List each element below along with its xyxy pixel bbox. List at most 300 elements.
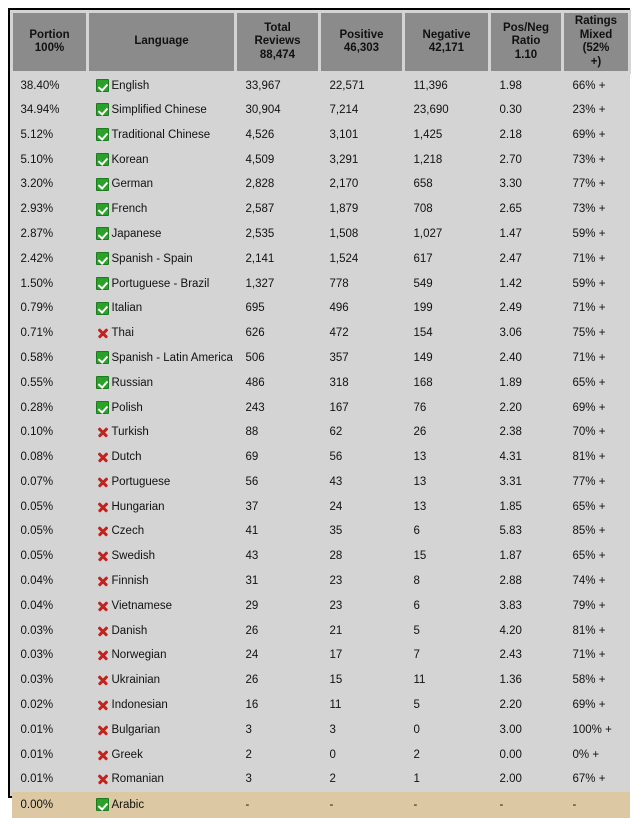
language-cell-content	[96, 252, 236, 265]
table-row[interactable]	[12, 470, 630, 495]
cell-portion: 0.03%	[12, 668, 88, 693]
language-label: Czech	[111, 525, 145, 538]
language-cell-content	[96, 699, 236, 712]
language-label: English	[111, 79, 150, 92]
x-icon	[96, 426, 109, 439]
cell-ratings-mixed: 71% +	[563, 296, 630, 321]
column-header-portion[interactable]	[12, 12, 88, 73]
cell-ratings-mixed: 69% +	[563, 693, 630, 718]
cell-ratings-mixed: -	[563, 792, 630, 818]
language-cell-content	[96, 599, 236, 612]
cell-language	[88, 494, 236, 519]
cell-ratings-mixed: 81% +	[563, 445, 630, 470]
table-row[interactable]	[12, 792, 630, 818]
language-cell-content	[96, 277, 236, 290]
cell-total-reviews: 486	[236, 370, 320, 395]
cell-total-reviews: 29	[236, 593, 320, 618]
cell-pos-neg-ratio: 2.00	[490, 767, 563, 792]
cell-negative: 549	[404, 271, 490, 296]
column-header-line: Total	[264, 21, 291, 34]
check-icon	[96, 203, 109, 216]
cell-pos-neg-ratio: 2.43	[490, 643, 563, 668]
check-icon	[96, 178, 109, 191]
x-icon	[96, 525, 109, 538]
table-row[interactable]	[12, 98, 630, 123]
cell-positive: 2	[320, 767, 404, 792]
cell-portion: 0.00%	[12, 792, 88, 818]
cell-language	[88, 296, 236, 321]
cell-negative: 7	[404, 643, 490, 668]
cell-portion: 0.03%	[12, 643, 88, 668]
cell-pos-neg-ratio: 3.06	[490, 321, 563, 346]
language-label: Korean	[111, 153, 149, 166]
cell-pos-neg-ratio: 2.40	[490, 346, 563, 371]
cell-total-reviews: 16	[236, 693, 320, 718]
language-label: Polish	[111, 401, 143, 414]
cell-negative: 199	[404, 296, 490, 321]
cell-total-reviews: 26	[236, 668, 320, 693]
table-row[interactable]	[12, 222, 630, 247]
column-header-line: 88,474	[259, 48, 296, 61]
cell-total-reviews: 26	[236, 618, 320, 643]
cell-ratings-mixed: 23% +	[563, 98, 630, 123]
column-header-line: Reviews	[254, 35, 301, 48]
table-row[interactable]	[12, 544, 630, 569]
cell-total-reviews: -	[236, 792, 320, 818]
cell-total-reviews: 30,904	[236, 98, 320, 123]
column-header-mixed[interactable]	[563, 12, 630, 73]
cell-pos-neg-ratio: 1.87	[490, 544, 563, 569]
cell-pos-neg-ratio: 1.42	[490, 271, 563, 296]
cell-total-reviews: 2	[236, 742, 320, 767]
language-cell-content	[96, 178, 236, 191]
cell-total-reviews: 69	[236, 445, 320, 470]
column-header-line: Language	[134, 35, 189, 48]
cell-language	[88, 395, 236, 420]
language-cell-content	[96, 798, 236, 811]
cell-portion: 0.02%	[12, 693, 88, 718]
cell-positive: 11	[320, 693, 404, 718]
cell-negative: 1,218	[404, 147, 490, 172]
language-cell-content	[96, 103, 236, 116]
cell-language	[88, 792, 236, 818]
cell-ratings-mixed: 71% +	[563, 346, 630, 371]
cell-positive: 778	[320, 271, 404, 296]
cell-pos-neg-ratio: 1.98	[490, 73, 563, 98]
table-row[interactable]	[12, 147, 630, 172]
cell-positive: 3,291	[320, 147, 404, 172]
cell-portion: 0.01%	[12, 742, 88, 767]
cell-portion: 0.71%	[12, 321, 88, 346]
x-icon	[96, 550, 109, 563]
cell-ratings-mixed: 73% +	[563, 197, 630, 222]
table-row[interactable]	[12, 197, 630, 222]
column-header-line: Ratings	[574, 15, 618, 27]
cell-ratings-mixed: 77% +	[563, 172, 630, 197]
cell-ratings-mixed: 71% +	[563, 246, 630, 271]
cell-pos-neg-ratio: 3.30	[490, 172, 563, 197]
cell-pos-neg-ratio: 4.31	[490, 445, 563, 470]
cell-total-reviews: 43	[236, 544, 320, 569]
cell-total-reviews: 626	[236, 321, 320, 346]
language-stats-table-frame	[8, 8, 630, 811]
x-icon	[96, 327, 109, 340]
cell-ratings-mixed: 85% +	[563, 519, 630, 544]
language-cell-content	[96, 624, 236, 637]
table-row[interactable]	[12, 445, 630, 470]
table-row[interactable]	[12, 420, 630, 445]
cell-negative: 5	[404, 618, 490, 643]
cell-language	[88, 544, 236, 569]
cell-language	[88, 593, 236, 618]
language-cell-content	[96, 153, 236, 166]
cell-negative: 168	[404, 370, 490, 395]
x-icon	[96, 773, 109, 786]
cell-negative: 26	[404, 420, 490, 445]
cell-total-reviews: 4,526	[236, 122, 320, 147]
language-label: Swedish	[111, 550, 155, 563]
cell-pos-neg-ratio: 3.31	[490, 470, 563, 495]
cell-ratings-mixed: 77% +	[563, 470, 630, 495]
check-icon	[96, 227, 109, 240]
cell-ratings-mixed: 67% +	[563, 767, 630, 792]
cell-positive: 318	[320, 370, 404, 395]
language-cell-content	[96, 302, 236, 315]
cell-language	[88, 519, 236, 544]
column-header-line: Ratio	[511, 35, 541, 48]
cell-pos-neg-ratio: 0.00	[490, 742, 563, 767]
table-row[interactable]	[12, 742, 630, 767]
cell-positive: 1,508	[320, 222, 404, 247]
cell-portion: 0.58%	[12, 346, 88, 371]
cell-total-reviews: 3	[236, 767, 320, 792]
column-header-line: 1.10	[514, 48, 538, 61]
cell-pos-neg-ratio: 1.36	[490, 668, 563, 693]
table-body	[12, 73, 630, 818]
cell-ratings-mixed: 73% +	[563, 147, 630, 172]
cell-portion: 0.03%	[12, 618, 88, 643]
cell-total-reviews: 37	[236, 494, 320, 519]
x-icon	[96, 599, 109, 612]
cell-ratings-mixed: 71% +	[563, 643, 630, 668]
language-cell-content	[96, 475, 236, 488]
language-cell-content	[96, 203, 236, 216]
cell-total-reviews: 31	[236, 569, 320, 594]
table-row[interactable]	[12, 321, 630, 346]
column-header-line: +)	[590, 55, 602, 68]
cell-pos-neg-ratio: 2.70	[490, 147, 563, 172]
language-label: German	[111, 178, 154, 191]
cell-pos-neg-ratio: 2.18	[490, 122, 563, 147]
cell-negative: 76	[404, 395, 490, 420]
table-row[interactable]	[12, 668, 630, 693]
cell-negative: 1,027	[404, 222, 490, 247]
table-row[interactable]	[12, 346, 630, 371]
cell-positive: 24	[320, 494, 404, 519]
check-icon	[96, 277, 109, 290]
language-cell-content	[96, 773, 236, 786]
cell-pos-neg-ratio: 5.83	[490, 519, 563, 544]
x-icon	[96, 575, 109, 588]
cell-portion: 0.05%	[12, 544, 88, 569]
cell-pos-neg-ratio: 3.83	[490, 593, 563, 618]
cell-portion: 0.05%	[12, 519, 88, 544]
column-header-positive[interactable]	[320, 12, 404, 73]
table-row[interactable]	[12, 73, 630, 98]
x-icon	[96, 475, 109, 488]
check-icon	[96, 401, 109, 414]
language-label: Simplified Chinese	[111, 103, 207, 116]
language-cell-content	[96, 723, 236, 736]
cell-negative: 617	[404, 246, 490, 271]
column-header-line: 100%	[34, 42, 65, 55]
cell-ratings-mixed: 0% +	[563, 742, 630, 767]
cell-total-reviews: 243	[236, 395, 320, 420]
cell-portion: 0.04%	[12, 593, 88, 618]
cell-language	[88, 172, 236, 197]
column-header-line: 46,303	[343, 42, 380, 55]
check-icon	[96, 351, 109, 364]
cell-language	[88, 147, 236, 172]
language-cell-content	[96, 525, 236, 538]
check-icon	[96, 153, 109, 166]
language-cell-content	[96, 451, 236, 464]
language-label: Portuguese - Brazil	[111, 277, 210, 290]
language-cell-content	[96, 79, 236, 92]
cell-negative: 8	[404, 569, 490, 594]
column-header-line: Positive	[339, 28, 384, 41]
language-cell-content	[96, 376, 236, 389]
cell-ratings-mixed: 70% +	[563, 420, 630, 445]
cell-language	[88, 370, 236, 395]
cell-positive: 7,214	[320, 98, 404, 123]
language-cell-content	[96, 128, 236, 141]
cell-language	[88, 197, 236, 222]
cell-language	[88, 73, 236, 98]
language-cell-content	[96, 500, 236, 513]
table-row[interactable]	[12, 767, 630, 792]
cell-positive: 3	[320, 717, 404, 742]
cell-positive: 35	[320, 519, 404, 544]
check-icon	[96, 128, 109, 141]
language-label: Bulgarian	[111, 723, 161, 736]
check-icon	[96, 103, 109, 116]
table-row[interactable]	[12, 172, 630, 197]
cell-portion: 0.10%	[12, 420, 88, 445]
cell-total-reviews: 3	[236, 717, 320, 742]
cell-pos-neg-ratio: 2.88	[490, 569, 563, 594]
cell-positive: 17	[320, 643, 404, 668]
cell-positive: 62	[320, 420, 404, 445]
table-row[interactable]	[12, 593, 630, 618]
cell-language	[88, 321, 236, 346]
cell-language	[88, 643, 236, 668]
cell-portion: 2.42%	[12, 246, 88, 271]
cell-positive: 3,101	[320, 122, 404, 147]
column-header-ratio[interactable]	[490, 12, 563, 73]
column-header-line: Pos/Neg	[502, 21, 549, 34]
cell-ratings-mixed: 59% +	[563, 271, 630, 296]
cell-language	[88, 420, 236, 445]
table-row[interactable]	[12, 519, 630, 544]
column-header-line: Portion	[29, 28, 70, 41]
cell-total-reviews: 2,587	[236, 197, 320, 222]
cell-pos-neg-ratio: 2.38	[490, 420, 563, 445]
table-row[interactable]	[12, 643, 630, 668]
language-label: Spanish - Spain	[111, 252, 193, 265]
table-row[interactable]	[12, 693, 630, 718]
cell-positive: 472	[320, 321, 404, 346]
language-label: Japanese	[111, 227, 162, 240]
language-cell-content	[96, 649, 236, 662]
cell-pos-neg-ratio: 1.85	[490, 494, 563, 519]
language-label: Portuguese	[111, 475, 171, 488]
cell-positive: 0	[320, 742, 404, 767]
cell-negative: 13	[404, 470, 490, 495]
x-icon	[96, 500, 109, 513]
cell-negative: 1,425	[404, 122, 490, 147]
cell-total-reviews: 695	[236, 296, 320, 321]
language-label: Russian	[111, 376, 154, 389]
cell-language	[88, 470, 236, 495]
cell-pos-neg-ratio: 4.20	[490, 618, 563, 643]
cell-positive: -	[320, 792, 404, 818]
cell-portion: 5.12%	[12, 122, 88, 147]
table-row[interactable]	[12, 296, 630, 321]
cell-negative: 708	[404, 197, 490, 222]
cell-portion: 0.28%	[12, 395, 88, 420]
language-label: Arabic	[111, 798, 145, 811]
column-header-language[interactable]	[88, 12, 236, 73]
cell-ratings-mixed: 79% +	[563, 593, 630, 618]
cell-positive: 56	[320, 445, 404, 470]
cell-pos-neg-ratio: 1.47	[490, 222, 563, 247]
language-label: Vietnamese	[111, 599, 173, 612]
x-icon	[96, 748, 109, 761]
language-label: Thai	[111, 327, 134, 340]
cell-language	[88, 618, 236, 643]
table-row[interactable]	[12, 717, 630, 742]
cell-pos-neg-ratio: 0.30	[490, 98, 563, 123]
cell-negative: 6	[404, 593, 490, 618]
cell-portion: 0.55%	[12, 370, 88, 395]
cell-positive: 22,571	[320, 73, 404, 98]
cell-portion: 0.08%	[12, 445, 88, 470]
language-label: Finnish	[111, 575, 149, 588]
column-header-negative[interactable]	[404, 12, 490, 73]
cell-ratings-mixed: 65% +	[563, 370, 630, 395]
language-label: Indonesian	[111, 699, 168, 712]
cell-language	[88, 445, 236, 470]
x-icon	[96, 624, 109, 637]
cell-negative: -	[404, 792, 490, 818]
cell-language	[88, 742, 236, 767]
cell-total-reviews: 1,327	[236, 271, 320, 296]
check-icon	[96, 252, 109, 265]
cell-negative: 658	[404, 172, 490, 197]
cell-ratings-mixed: 69% +	[563, 395, 630, 420]
cell-negative: 11,396	[404, 73, 490, 98]
cell-negative: 154	[404, 321, 490, 346]
cell-positive: 357	[320, 346, 404, 371]
cell-language	[88, 222, 236, 247]
language-label: Traditional Chinese	[111, 128, 211, 141]
cell-pos-neg-ratio: 2.49	[490, 296, 563, 321]
cell-total-reviews: 506	[236, 346, 320, 371]
table-row[interactable]	[12, 271, 630, 296]
x-icon	[96, 723, 109, 736]
cell-negative: 5	[404, 693, 490, 718]
cell-total-reviews: 2,828	[236, 172, 320, 197]
table-row[interactable]	[12, 569, 630, 594]
cell-positive: 2,170	[320, 172, 404, 197]
cell-negative: 13	[404, 494, 490, 519]
column-header-line: Mixed (52%	[579, 28, 613, 55]
cell-positive: 43	[320, 470, 404, 495]
language-cell-content	[96, 748, 236, 761]
cell-positive: 23	[320, 569, 404, 594]
column-header-total[interactable]	[236, 12, 320, 73]
header-row	[12, 12, 630, 73]
cell-negative: 2	[404, 742, 490, 767]
cell-ratings-mixed: 65% +	[563, 494, 630, 519]
cell-language	[88, 569, 236, 594]
table-header	[12, 12, 630, 73]
cell-ratings-mixed: 81% +	[563, 618, 630, 643]
cell-portion: 2.93%	[12, 197, 88, 222]
cell-pos-neg-ratio: 3.00	[490, 717, 563, 742]
cell-ratings-mixed: 69% +	[563, 122, 630, 147]
table-row[interactable]	[12, 395, 630, 420]
cell-total-reviews: 33,967	[236, 73, 320, 98]
table-row[interactable]	[12, 246, 630, 271]
language-cell-content	[96, 401, 236, 414]
x-icon	[96, 649, 109, 662]
language-label: Greek	[111, 748, 143, 761]
cell-positive: 1,879	[320, 197, 404, 222]
language-label: Italian	[111, 302, 143, 315]
cell-portion: 3.20%	[12, 172, 88, 197]
cell-ratings-mixed: 74% +	[563, 569, 630, 594]
language-label: French	[111, 203, 148, 216]
language-label: Dutch	[111, 451, 142, 464]
table-row[interactable]	[12, 494, 630, 519]
cell-language	[88, 271, 236, 296]
cell-language	[88, 668, 236, 693]
cell-language	[88, 98, 236, 123]
check-icon	[96, 302, 109, 315]
check-icon	[96, 798, 109, 811]
table-row[interactable]	[12, 122, 630, 147]
cell-negative: 6	[404, 519, 490, 544]
cell-total-reviews: 4,509	[236, 147, 320, 172]
cell-positive: 496	[320, 296, 404, 321]
x-icon	[96, 699, 109, 712]
cell-portion: 0.01%	[12, 767, 88, 792]
language-cell-content	[96, 426, 236, 439]
language-label: Romanian	[111, 773, 164, 786]
table-row[interactable]	[12, 370, 630, 395]
language-cell-content	[96, 550, 236, 563]
table-row[interactable]	[12, 618, 630, 643]
cell-total-reviews: 88	[236, 420, 320, 445]
language-cell-content	[96, 674, 236, 687]
language-label: Spanish - Latin America	[111, 351, 233, 364]
column-header-line: 42,171	[428, 42, 465, 55]
cell-portion: 0.04%	[12, 569, 88, 594]
cell-portion: 0.01%	[12, 717, 88, 742]
cell-portion: 34.94%	[12, 98, 88, 123]
